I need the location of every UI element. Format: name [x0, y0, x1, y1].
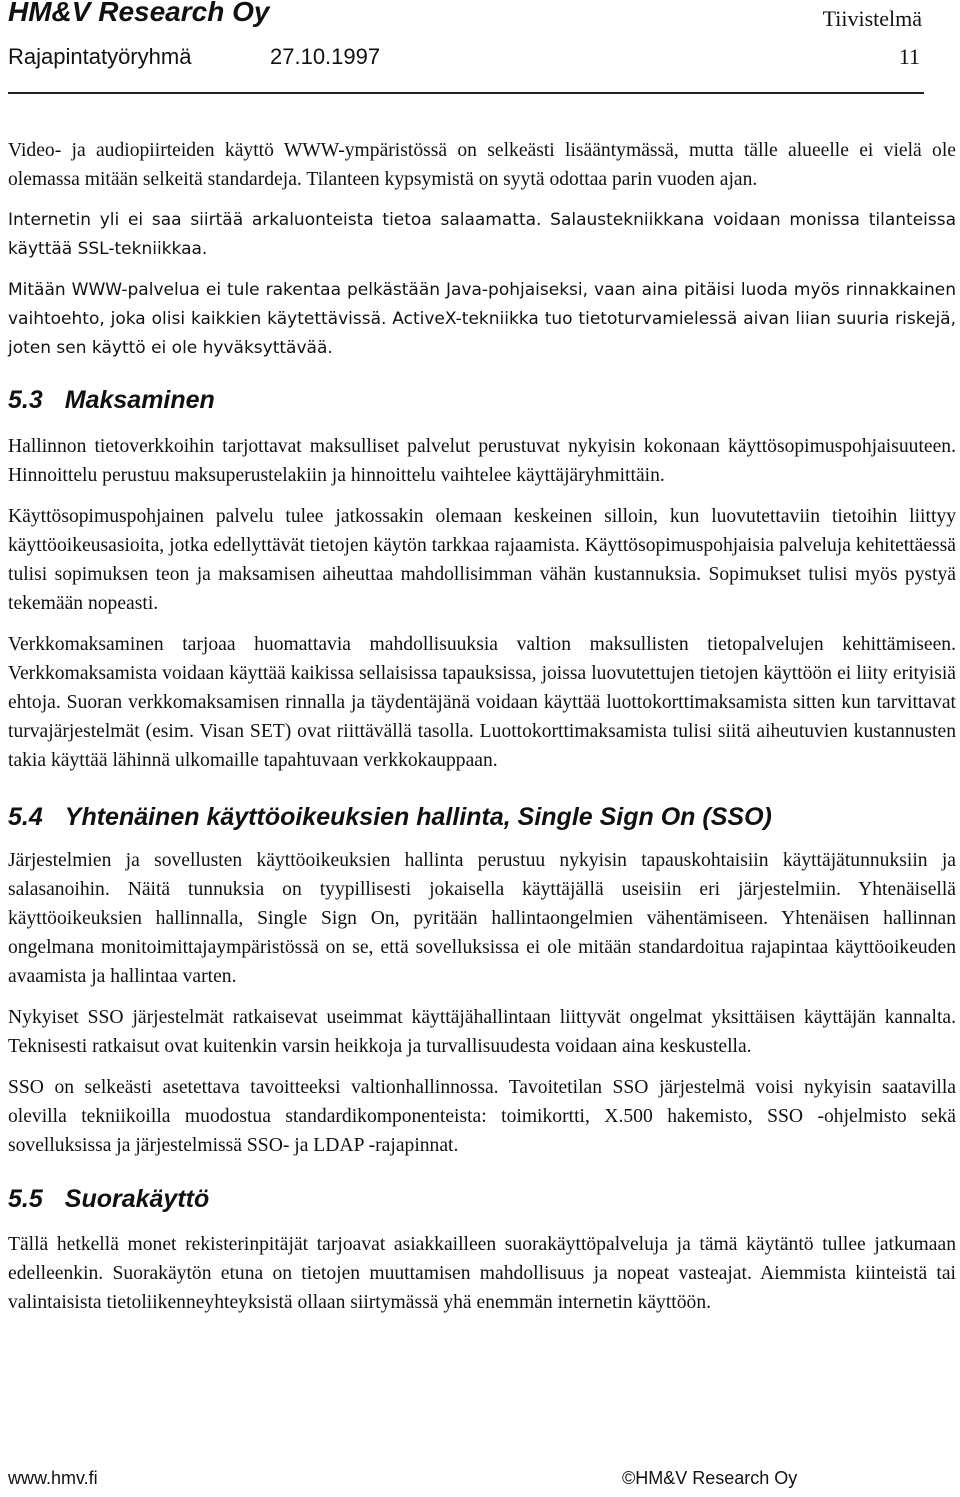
header-rule: [8, 92, 924, 94]
section-number: 5.5: [8, 1185, 43, 1213]
section-title: Yhtenäinen käyttöoikeuksien hallinta, Single Sign On (SSO): [64, 803, 772, 831]
footer-url: www.hmv.fi: [8, 1468, 98, 1488]
paragraph: Nykyiset SSO järjestelmät ratkaisevat useimmat käyttäjähallintaan liittyvät ongelmat yksittäisen käyttäjän kannalta. Teknisesti ratkaisut ovat kuitenkin varsin heikkoja ja turvallisuudesta voidaan aina keskustella.: [8, 1007, 956, 1057]
header-group: Rajapintatyöryhmä: [8, 44, 192, 69]
paragraph: Mitään WWW-palvelua ei tule rakentaa pelkästään Java-pohjaiseksi, vaan aina pitäisi luoda myös rinnakkainen vaihtoehto, joka olisi kaikkien käytettävissä. ActiveX-tekniikka tuo tietoturvamielessä aivan liian suuria riskejä, joten sen käyttö ei ole hyväksyttävää.: [8, 280, 956, 358]
paragraph: Tällä hetkellä monet rekisterinpitäjät tarjoavat asiakkailleen suorakäyttöpalveluja ja tämä käytäntö tullee jatkumaan edelleenkin. Suorakäytön etuna on tietojen muuttamisen mahdollisuus ja nopeat vasteajat. Aiemmista kiinteistä tai valintaisista tietoliikenneyhteyksistä ollaan siirtymässä yhä enemmän internetin käyttöön.: [8, 1234, 956, 1313]
section-number: 5.4: [8, 803, 43, 831]
section-title: Suorakäyttö: [64, 1185, 210, 1213]
section-heading-5-5: [8, 1184, 956, 1214]
paragraph: Video- ja audiopiirteiden käyttö WWW-ympäristössä on selkeästi lisääntymässä, mutta tälle alueelle ei vielä ole olemassa mitään selkeitä standardeja. Tilanteen kypsymistä on syytä odottaa parin vuoden ajan.: [8, 140, 956, 190]
header-company: HM&V Research Oy: [8, 0, 270, 27]
paragraph: Hallinnon tietoverkkoihin tarjottavat maksulliset palvelut perustuvat nykyisin kokonaan käyttösopimuspohjaisuuteen. Hinnoittelu perustuu maksuperustelakiin ja hinnoittelu vaihtelee käyttäjäryhmittäin.: [8, 436, 956, 486]
footer-copyright: ©HM&V Research Oy: [622, 1468, 798, 1488]
paragraph: Verkkomaksaminen tarjoaa huomattavia mahdollisuuksia valtion maksullisten tietopalvelujen kehittämiseen. Verkkomaksamista voidaan käyttää kaikissa sellaisissa tapauksissa, joissa luovutettujen tietojen käyttöön ei liity erityisiä ehtoja. Suoran verkkomaksamisen rinnalla ja täydentäjänä voidaan käyttää luottokorttimaksamista sitten kun tarvittavat turvajärjestelmät (esim. Visan SET) ovat riittävällä tasolla. Luottokorttimaksamista tulisi siitä aiheutuvien kustannusten takia käyttää lähinnä ulkomaille tapahtuvaan verkkokauppaan.: [8, 634, 956, 771]
section-heading-5-3: [8, 385, 956, 415]
header-doc-type: Tiivistelmä: [822, 6, 922, 31]
page-number: 11: [898, 44, 920, 69]
paragraph: Järjestelmien ja sovellusten käyttöoikeuksien hallinta perustuu nykyisin tapauskohtaisiin käyttäjätunnuksiin ja salasanoihin. Näitä tunnuksia on tyypillisesti jokaisella käyttäjällä useisiin eri järjestelmiin. Yhtenäisellä käyttöoikeuksien hallinnalla, Single Sign On, pyritään hallintaongelmien vähentämiseen. Yhtenäisen hallinnan ongelmana monitoimittajaympäristössä on se, että sovelluksissa ei ole mitään standardoitua rajapintaa käyttöoikeuden avaamista ja hallintaa varten.: [8, 850, 956, 987]
header-date: 27.10.1997: [270, 44, 381, 69]
section-number: 5.3: [8, 386, 43, 414]
paragraph: Käyttösopimuspohjainen palvelu tulee jatkossakin olemaan keskeinen silloin, kun luovutettaviin tietoihin liittyy käyttöoikeusasioita, jotka edellyttävät tietojen käytön tarkkaa rajaamista. Käyttösopimuspohjaisia palveluja kehitettäessä tulisi sopimuksen teon ja maksamisen aiheuttaa mahdollisimman vähän kustannuksia. Sopimukset tulisi myös pystyä tekemään nopeasti.: [8, 506, 956, 614]
section-heading-5-4: [8, 802, 956, 832]
paragraph: Internetin yli ei saa siirtää arkaluonteista tietoa salaamatta. Salaustekniikkana voidaan monissa tilanteissa käyttää SSL-tekniikkaa.: [8, 210, 956, 259]
paragraph: SSO on selkeästi asetettava tavoitteeksi valtionhallinnossa. Tavoitetilan SSO järjestelmä voisi nykyisin saatavilla olevilla tekniikoilla muodostua standardikomponenteista: toimikortti, X.500 hakemisto, SSO -ohjelmisto sekä sovelluksissa ja järjestelmissä SSO- ja LDAP -rajapinnat.: [8, 1077, 956, 1156]
section-title: Maksaminen: [64, 386, 215, 414]
document-body: [8, 136, 956, 1317]
